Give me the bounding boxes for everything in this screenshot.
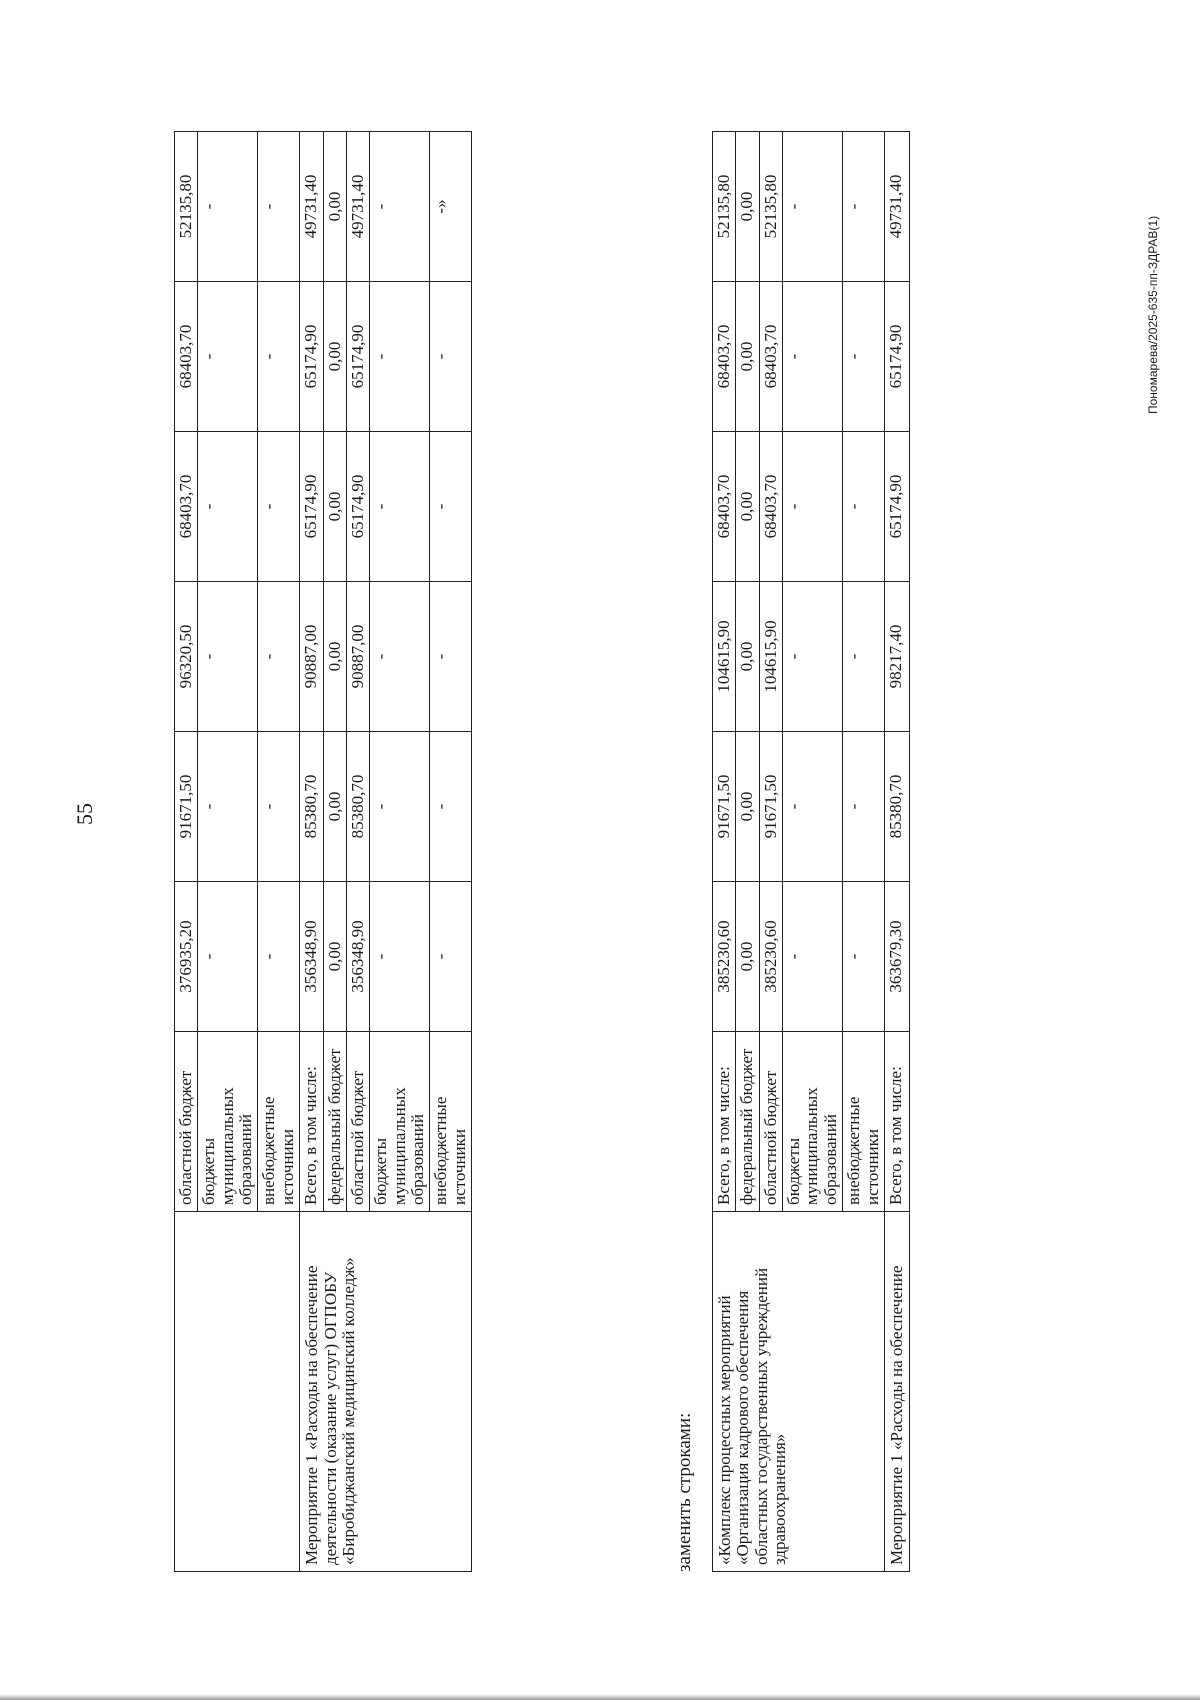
amount-cell: 0,00 [323, 582, 346, 732]
funding-source-cell: Всего, в том числе: [884, 1032, 909, 1212]
amount-cell: 68403,70 [759, 282, 782, 432]
amount-cell: 49731,40 [300, 132, 323, 282]
amount-cell: 90887,00 [300, 582, 323, 732]
amount-cell: 52135,80 [759, 132, 782, 282]
amount-cell: 98217,40 [884, 582, 909, 732]
funding-source-cell: федеральный бюджет [736, 1032, 759, 1212]
amount-cell: - [783, 132, 843, 282]
amount-cell: - [783, 582, 843, 732]
amount-cell: - [843, 432, 885, 582]
page-number: 55 [72, 803, 97, 825]
amount-cell: - [783, 732, 843, 882]
amount-cell: 376935,20 [175, 882, 198, 1032]
amount-cell: 0,00 [736, 582, 759, 732]
amount-cell: 65174,90 [346, 282, 369, 432]
amount-cell: 0,00 [323, 882, 346, 1032]
amount-cell: 85380,70 [346, 732, 369, 882]
amount-cell: 0,00 [323, 432, 346, 582]
funding-table-top [174, 131, 472, 1572]
amount-cell: 52135,80 [713, 132, 736, 282]
amount-cell: 68403,70 [175, 432, 198, 582]
continued-program-cell [175, 1212, 300, 1572]
amount-cell: 49731,40 [884, 132, 909, 282]
funding-source-cell: бюджеты муниципальных образований [370, 1032, 430, 1212]
amount-cell: - [258, 882, 300, 1032]
amount-cell: 52135,80 [175, 132, 198, 282]
amount-cell: 356348,90 [346, 882, 369, 1032]
amount-cell: 90887,00 [346, 582, 369, 732]
funding-table-top-body [175, 132, 472, 1572]
amount-cell: 0,00 [736, 132, 759, 282]
amount-cell: - [370, 882, 430, 1032]
amount-cell: 104615,90 [759, 582, 782, 732]
amount-cell: - [783, 282, 843, 432]
amount-cell: - [198, 432, 258, 582]
amount-cell: - [430, 882, 472, 1032]
amount-cell: - [370, 132, 430, 282]
funding-table-bottom [712, 131, 910, 1572]
amount-cell: 0,00 [323, 732, 346, 882]
funding-source-cell: областной бюджет [346, 1032, 369, 1212]
amount-cell: 68403,70 [175, 282, 198, 432]
amount-cell: 0,00 [736, 732, 759, 882]
amount-cell: - [258, 582, 300, 732]
document-code: Пономарева/2025-635-пп-ЗДРАВ(1) [1146, 215, 1160, 414]
funding-source-cell: Всего, в том числе: [300, 1032, 323, 1212]
amount-cell: - [258, 432, 300, 582]
amount-cell: - [370, 282, 430, 432]
funding-source-cell: федеральный бюджет [323, 1032, 346, 1212]
funding-source-cell: областной бюджет [759, 1032, 782, 1212]
funding-source-cell: бюджеты муниципальных образований [198, 1032, 258, 1212]
amount-cell: -» [430, 132, 472, 282]
amount-cell: - [198, 882, 258, 1032]
amount-cell: 0,00 [323, 132, 346, 282]
table-row [884, 132, 909, 1572]
amount-cell: - [430, 732, 472, 882]
amount-cell: 49731,40 [346, 132, 369, 282]
amount-cell: - [198, 282, 258, 432]
activity-name-cell: Мероприятие 1 «Расходы на обеспечение [884, 1212, 909, 1572]
funding-source-cell: Всего, в том числе: [713, 1032, 736, 1212]
amount-cell: - [370, 582, 430, 732]
amount-cell: 363679,30 [884, 882, 909, 1032]
amount-cell: 65174,90 [346, 432, 369, 582]
table-row [175, 132, 198, 1572]
amount-cell: 356348,90 [300, 882, 323, 1032]
amount-cell: - [843, 582, 885, 732]
amount-cell: - [430, 582, 472, 732]
amount-cell: 65174,90 [300, 432, 323, 582]
complex-name-cell: «Комплекс процессных мероприятий «Организация кадрового обеспечения областных государственных учреждений здравоохранения» [713, 1212, 885, 1572]
activity-name-cell: Мероприятие 1 «Расходы на обеспечение деятельности (оказание услуг) ОГПОБУ «Биробиджанский медицинский колледж» [300, 1212, 472, 1572]
amount-cell: 85380,70 [300, 732, 323, 882]
amount-cell: 85380,70 [884, 732, 909, 882]
amount-cell: 0,00 [736, 882, 759, 1032]
funding-source-cell: внебюджетные источники [258, 1032, 300, 1212]
amount-cell: - [258, 732, 300, 882]
amount-cell: 68403,70 [759, 432, 782, 582]
amount-cell: - [370, 732, 430, 882]
amount-cell: 91671,50 [175, 732, 198, 882]
amount-cell: 91671,50 [713, 732, 736, 882]
amount-cell: - [430, 282, 472, 432]
amount-cell: - [198, 132, 258, 282]
amount-cell: 65174,90 [300, 282, 323, 432]
amount-cell: 65174,90 [884, 282, 909, 432]
amount-cell: - [370, 432, 430, 582]
section-heading: заменить строками: [674, 1412, 695, 1572]
amount-cell: 0,00 [736, 432, 759, 582]
amount-cell: - [258, 282, 300, 432]
amount-cell: - [783, 882, 843, 1032]
amount-cell: 68403,70 [713, 282, 736, 432]
amount-cell: 96320,50 [175, 582, 198, 732]
funding-source-cell: внебюджетные источники [430, 1032, 472, 1212]
amount-cell: 104615,90 [713, 582, 736, 732]
amount-cell: 68403,70 [713, 432, 736, 582]
amount-cell: - [843, 882, 885, 1032]
amount-cell: 385230,60 [759, 882, 782, 1032]
funding-table-bottom-body [713, 132, 910, 1572]
amount-cell: - [843, 732, 885, 882]
amount-cell: 385230,60 [713, 882, 736, 1032]
funding-source-cell: бюджеты муниципальных образований [783, 1032, 843, 1212]
funding-source-cell: областной бюджет [175, 1032, 198, 1212]
table-row [300, 132, 323, 1572]
funding-source-cell: внебюджетные источники [843, 1032, 885, 1212]
amount-cell: - [843, 282, 885, 432]
amount-cell: 0,00 [323, 282, 346, 432]
scan-sheet-edge [0, 1694, 1200, 1700]
amount-cell: - [198, 582, 258, 732]
amount-cell: 0,00 [736, 282, 759, 432]
amount-cell: - [198, 732, 258, 882]
amount-cell: - [843, 132, 885, 282]
amount-cell: - [258, 132, 300, 282]
amount-cell: - [430, 432, 472, 582]
amount-cell: 65174,90 [884, 432, 909, 582]
amount-cell: - [783, 432, 843, 582]
table-row [713, 132, 736, 1572]
amount-cell: 91671,50 [759, 732, 782, 882]
